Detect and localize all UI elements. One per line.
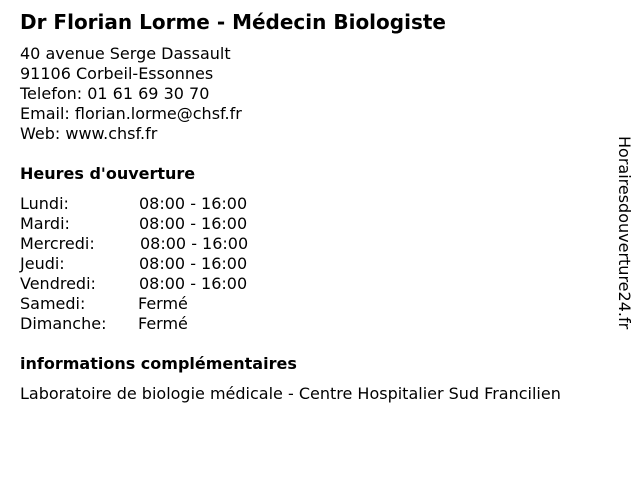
time-value: 08:00 - 16:00 [139,254,248,273]
contact-block [20,44,242,144]
time-value: Fermé [138,294,188,313]
time-value: 08:00 - 16:00 [139,214,248,233]
additional-info-text: Laboratoire de biologie médicale - Centre Hospitalier Sud Francilien [20,384,561,403]
website: Web: www.chsf.fr [20,124,158,143]
day-label: Mercredi: [20,234,95,253]
day-label: Lundi: [20,194,69,213]
day-label: Dimanche: [20,314,107,333]
city: 91106 Corbeil-Essonnes [20,64,214,83]
time-value: 08:00 - 16:00 [139,274,248,293]
phone: Telefon: 01 61 69 30 70 [20,84,210,103]
time-value: Fermé [138,314,188,333]
day-label: Samedi: [20,294,86,313]
page-title: Dr Florian Lorme - Médecin Biologiste [20,10,446,34]
email: Email: florian.lorme@chsf.fr [20,104,242,123]
opening-hours-heading: Heures d'ouverture [20,164,196,183]
street-address: 40 avenue Serge Dassault [20,44,231,63]
time-value: 08:00 - 16:00 [139,194,248,213]
day-label: Jeudi: [20,254,65,273]
time-value: 08:00 - 16:00 [140,234,249,253]
day-label: Mardi: [20,214,70,233]
day-label: Vendredi: [20,274,96,293]
site-watermark: Horairesdouverture24.fr [615,136,634,330]
additional-info-heading: informations complémentaires [20,354,297,373]
